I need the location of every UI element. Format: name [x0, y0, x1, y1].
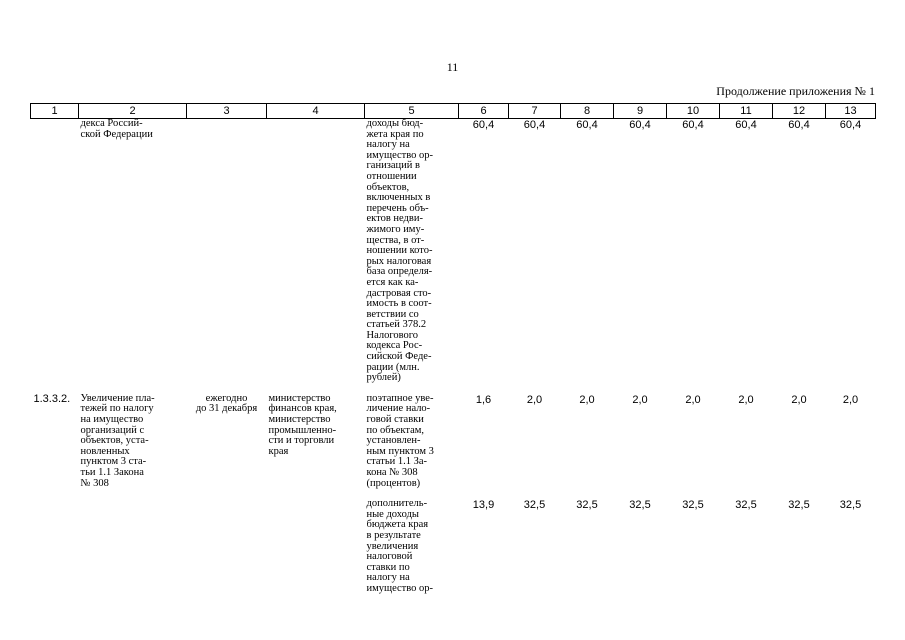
table-row — [31, 499, 876, 594]
column-header: 2 — [79, 104, 187, 119]
column-header: 13 — [826, 104, 876, 119]
indicator-cell: дополнитель- ные доходы бюджета края в результате увеличения налоговой ставки по налогу на имущество ор- — [366, 498, 434, 594]
year-value-cell: 32,5 — [523, 499, 546, 512]
program-table — [30, 103, 876, 595]
column-header: 1 — [31, 104, 79, 119]
column-number-header-row — [31, 104, 876, 119]
indicator-cell: поэтапное уве- личение нало- говой ставки по объектам, установлен- ным пунктом 3 статьи 1.1 За- кона № 308 (процентов) — [366, 392, 434, 489]
year-value-cell: 32,5 — [629, 499, 651, 512]
year-value-cell: 32,5 — [788, 499, 810, 512]
year-value-cell: 2,0 — [526, 393, 543, 406]
deadline-cell: ежегодно до 31 декабря — [195, 392, 258, 415]
spacer-cell — [31, 489, 876, 499]
table-row — [31, 119, 876, 384]
year-value-cell: 60,4 — [682, 119, 704, 131]
year-value-cell: 13,9 — [472, 499, 495, 512]
year-value-cell: 60,4 — [788, 119, 810, 131]
column-header: 10 — [667, 104, 720, 119]
column-header: 5 — [365, 104, 459, 119]
table-row — [31, 394, 876, 489]
column-header: 12 — [773, 104, 826, 119]
year-value-cell: 60,4 — [523, 119, 546, 131]
year-value-cell: 2,0 — [738, 393, 754, 406]
column-header: 4 — [267, 104, 365, 119]
deadline-cell — [187, 119, 267, 384]
appendix-continuation-label: Продолжение приложения № 1 — [716, 84, 875, 98]
item-number-cell — [31, 499, 79, 594]
column-header: 3 — [187, 104, 267, 119]
responsible-cell: министерство финансов края, министерство промышленно- сти и торговли края — [268, 392, 337, 457]
item-number-cell: 1.3.3.2. — [33, 392, 71, 405]
spacer-cell — [31, 384, 876, 394]
measure-name-cell — [79, 499, 187, 594]
year-value-cell: 60,4 — [735, 119, 757, 131]
row-spacer — [31, 489, 876, 499]
year-value-cell: 60,4 — [629, 119, 651, 131]
year-value-cell: 60,4 — [839, 119, 862, 131]
year-value-cell: 2,0 — [842, 393, 859, 406]
year-value-cell: 60,4 — [576, 119, 598, 131]
indicator-cell: доходы бюд- жета края по налогу на имущество ор- ганизаций в отношении объектов, включенных в перечень объ- ектов недви- жимого иму- щества, в от- ношении кото- рых налоговая база определя- ется как ка- дастровая сто- имость в соот- ветствии со статьей 378.2 Налогового кодекса Рос- сийской Феде- рации (млн. рублей) — [366, 118, 434, 384]
responsible-cell — [267, 499, 365, 594]
column-header: 7 — [509, 104, 561, 119]
year-value-cell: 32,5 — [735, 499, 757, 512]
year-value-cell: 60,4 — [472, 119, 495, 131]
year-value-cell: 2,0 — [632, 393, 648, 406]
deadline-cell — [187, 499, 267, 594]
year-value-cell: 32,5 — [682, 499, 704, 512]
year-value-cell: 1,6 — [475, 393, 492, 406]
column-header: 8 — [561, 104, 614, 119]
column-header: 9 — [614, 104, 667, 119]
row-spacer — [31, 384, 876, 394]
year-value-cell: 2,0 — [791, 393, 807, 406]
measure-name-cell: декса Россий- ской Федерации — [80, 118, 153, 140]
year-value-cell: 32,5 — [839, 499, 862, 512]
measure-name-cell: Увеличение пла- тежей по налогу на имущество организаций с объектов, уста- новленных пунктом 3 ста- тьи 1.1 Закона № 308 — [80, 392, 155, 489]
page-number: 11 — [446, 60, 459, 74]
year-value-cell: 2,0 — [685, 393, 701, 406]
responsible-cell — [267, 119, 365, 384]
year-value-cell: 32,5 — [576, 499, 598, 512]
column-header: 6 — [459, 104, 509, 119]
item-number-cell — [31, 119, 79, 384]
column-header: 11 — [720, 104, 773, 119]
year-value-cell: 2,0 — [579, 393, 595, 406]
